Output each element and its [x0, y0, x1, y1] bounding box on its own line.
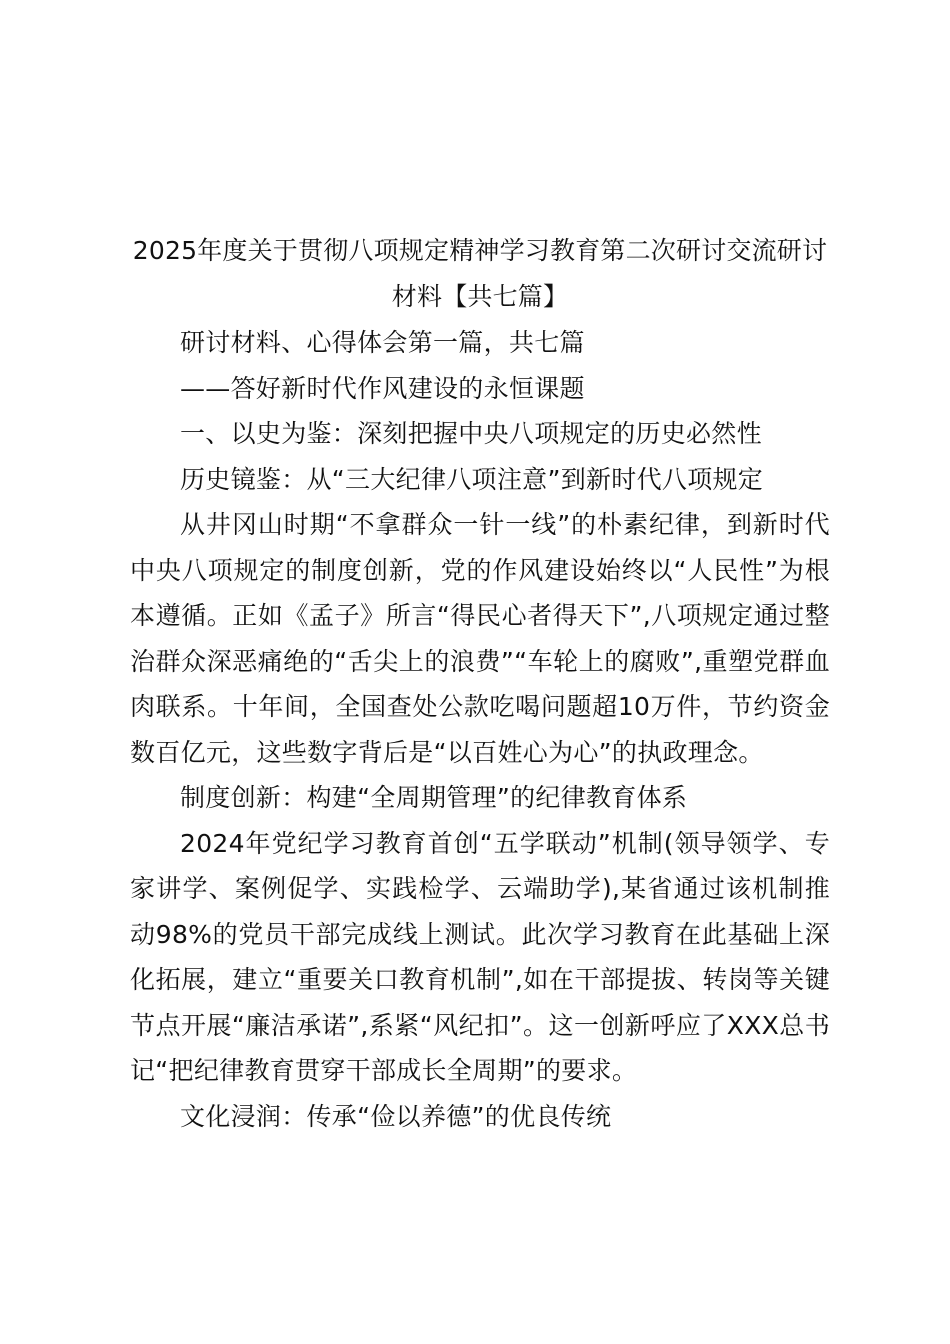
- paragraph-history-body: 从井冈山时期“不拿群众一针一线”的朴素纪律，到新时代中央八项规定的制度创新，党的作风建设始终以“人民性”为根本遵循。正如《孟子》所言“得民心者得天下”,八项规定通过整治群众深恶痛绝的“舌尖上的浪费”“车轮上的腐败”,重塑党群血肉联系。十年间，全国查处公款吃喝问题超10万件，节约资金数百亿元，这些数字背后是“以百姓心为心”的执政理念。: [130, 510, 830, 767]
- subheading-history: 历史镜鉴：从“三大纪律八项注意”到新时代八项规定: [180, 464, 764, 494]
- paragraph-series-intro: 研讨材料、心得体会第一篇，共七篇: [180, 328, 585, 357]
- document-page: [130, 228, 830, 1139]
- section-heading-one: 一、以史为鉴：深刻把握中央八项规定的历史必然性: [180, 419, 762, 448]
- paragraph-institution-body: 2024年党纪学习教育首创“五学联动”机制(领导领学、专家讲学、案例促学、实践检学、云端助学),某省通过该机制推动98%的党员干部完成线上测试。此次学习教育在此基础上深化拓展，建立“重要关口教育机制”,如在干部提拔、转岗等关键节点开展“廉洁承诺”,系紧“风纪扣”。这一创新呼应了XXX总书记“把纪律教育贯穿干部成长全周期”的要求。: [130, 828, 830, 1085]
- subheading-institution: 制度创新：构建“全周期管理”的纪律教育体系: [180, 783, 688, 812]
- subheading-culture: 文化浸润：传承“俭以养德”的优良传统: [180, 1101, 612, 1131]
- document-title: 2025年度关于贯彻八项规定精神学习教育第二次研讨交流研讨材料【共七篇】: [132, 236, 828, 311]
- paragraph-subtitle: ——答好新时代作风建设的永恒课题: [180, 373, 585, 403]
